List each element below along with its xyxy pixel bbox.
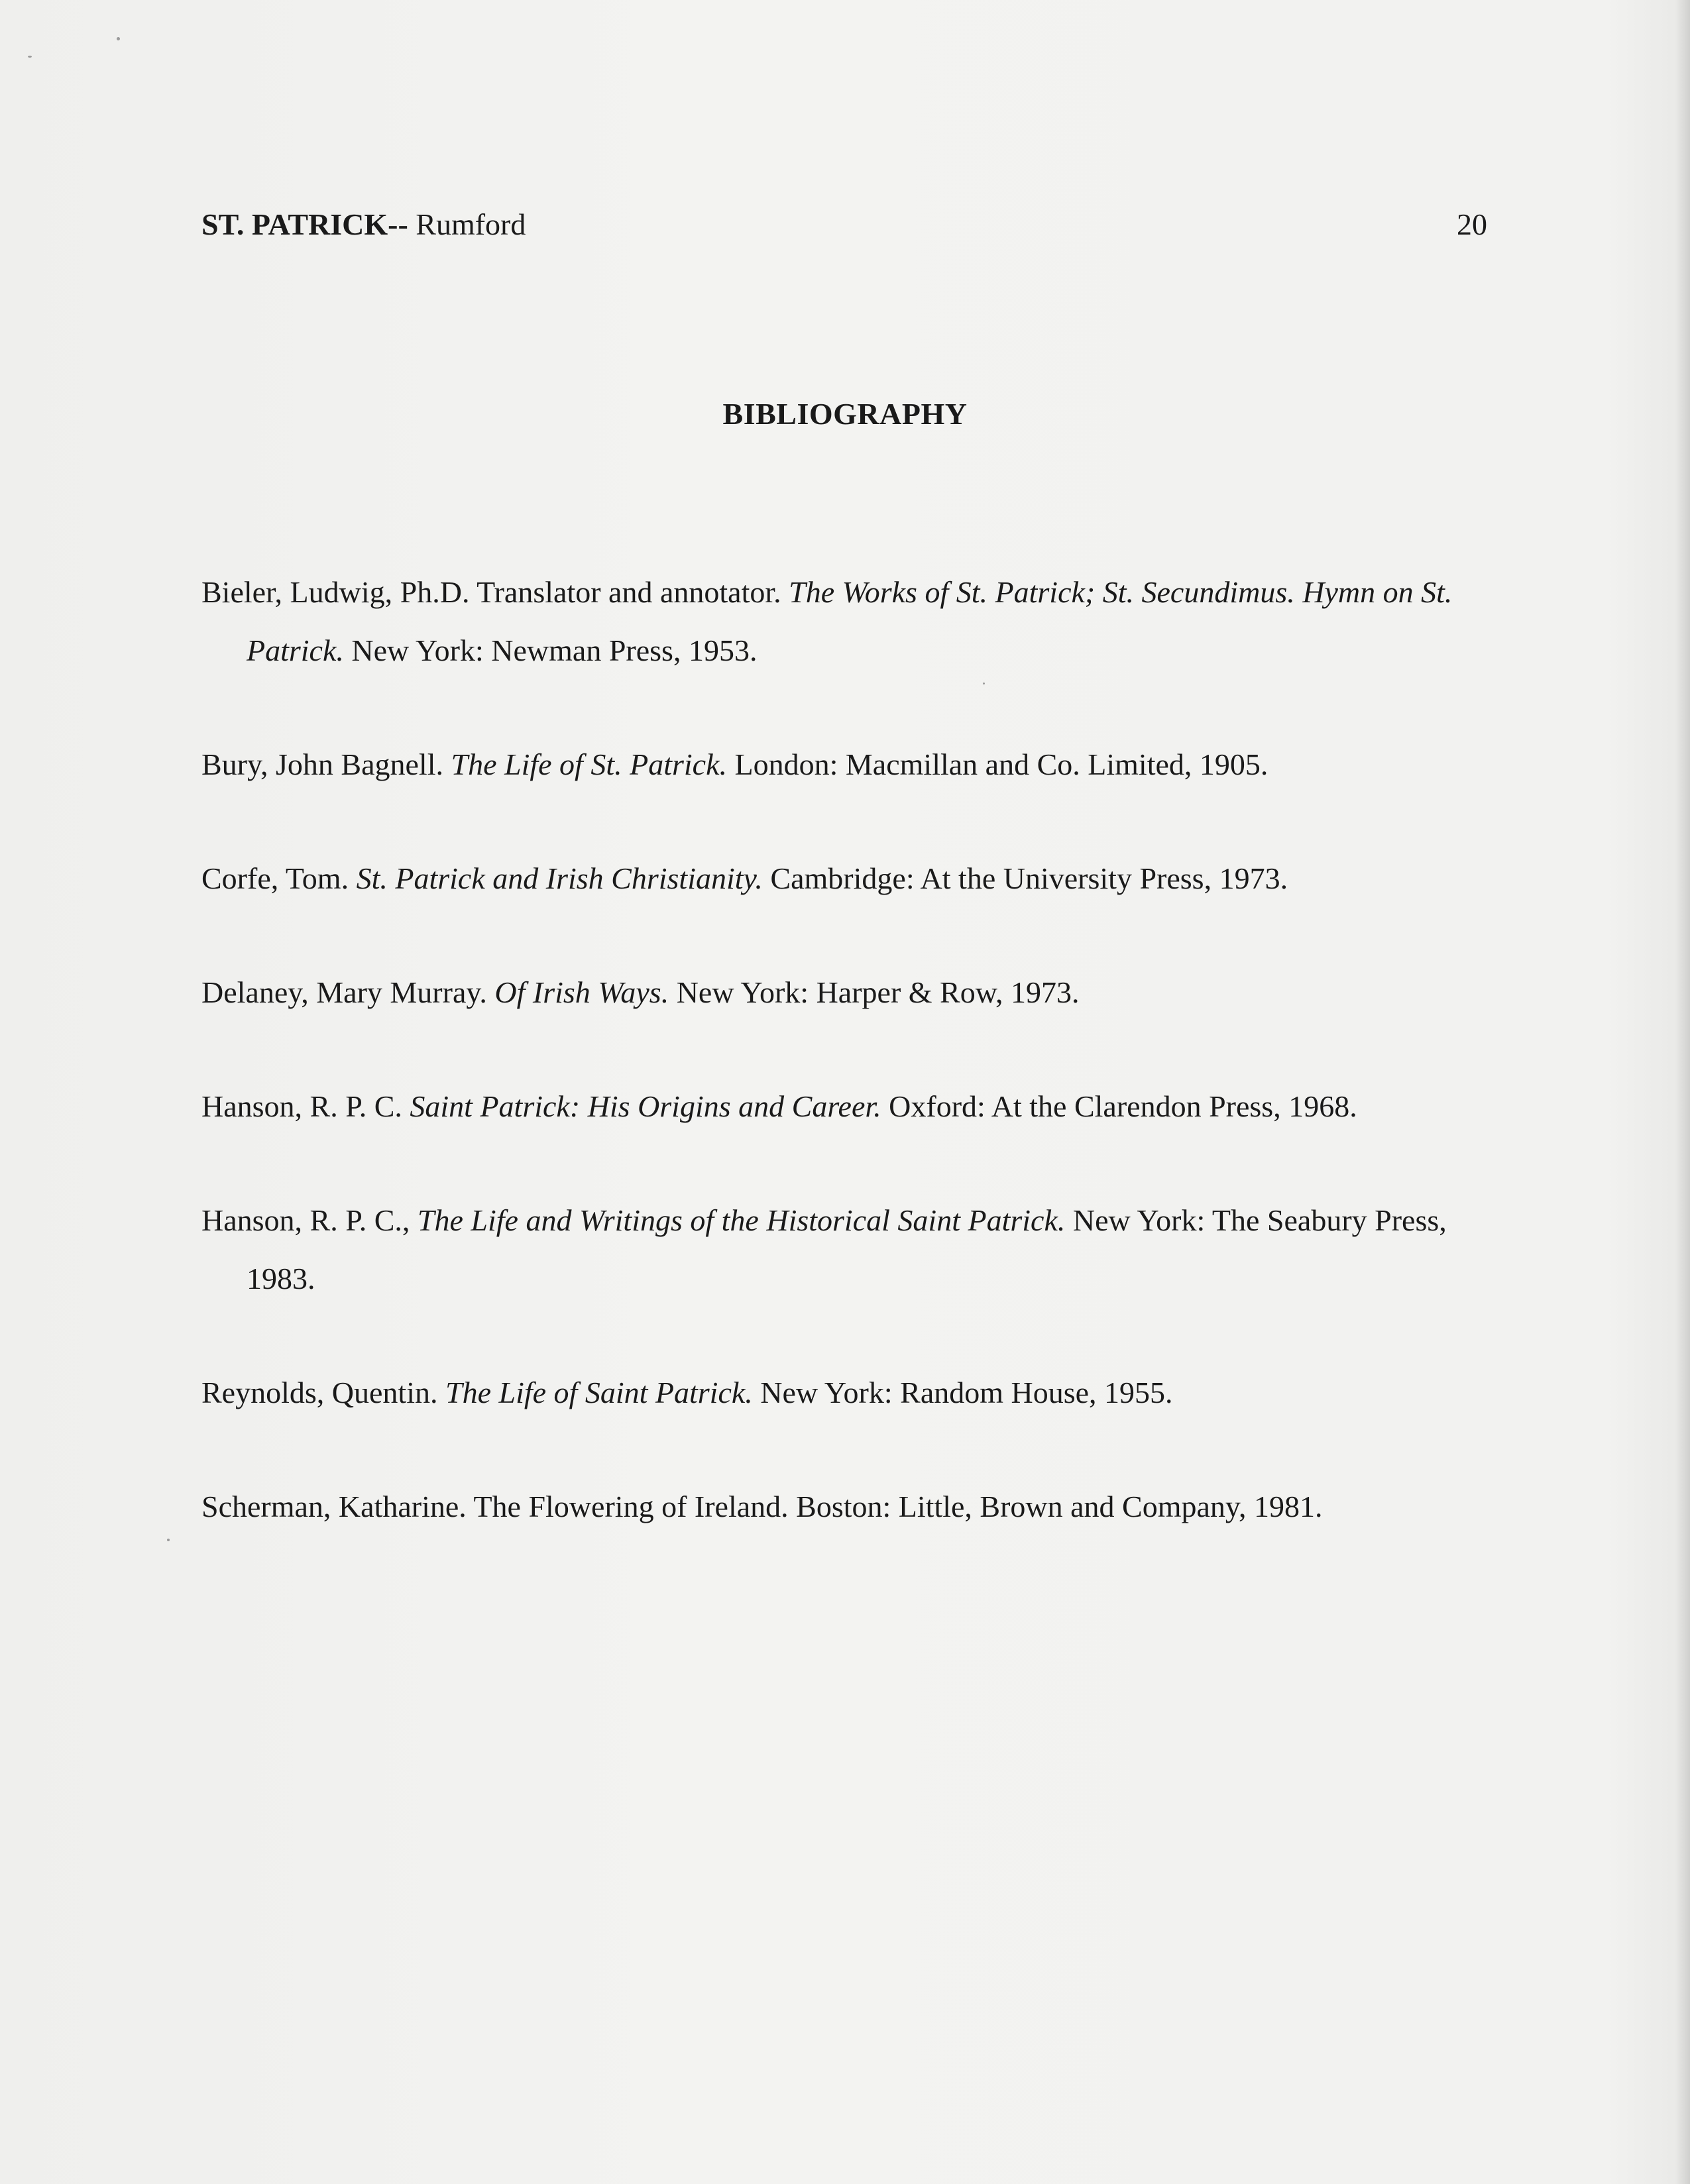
bibliography-entry bbox=[201, 563, 1487, 680]
entry-publication: Oxford: At the Clarendon Press, 1968. bbox=[881, 1089, 1357, 1123]
entry-publication: Cambridge: At the University Press, 1973. bbox=[762, 861, 1288, 895]
header-author: Rumford bbox=[416, 207, 526, 241]
entry-title: St. Patrick and Irish Christianity. bbox=[356, 861, 763, 895]
entry-author: Bury, John Bagnell. bbox=[201, 747, 451, 781]
page-number: 20 bbox=[1457, 207, 1487, 241]
entry-author: Hanson, R. P. C., bbox=[201, 1203, 418, 1237]
bibliography-entry bbox=[201, 1191, 1487, 1308]
bibliography-entry bbox=[201, 1077, 1487, 1136]
bibliography-entry bbox=[201, 1478, 1487, 1536]
entry-publication: New York: The Seabury Press, 1983. bbox=[247, 1203, 1447, 1295]
running-header bbox=[201, 201, 1487, 248]
bibliography-entry bbox=[201, 963, 1487, 1022]
entry-title: The Life and Writings of the Historical Saint Patrick. bbox=[417, 1203, 1066, 1237]
bibliography-entry bbox=[201, 1364, 1487, 1422]
scan-speck bbox=[28, 56, 32, 58]
scan-speck bbox=[117, 37, 120, 40]
bibliography-list bbox=[201, 563, 1487, 1592]
entry-author: Bieler, Ludwig, Ph.D. Translator and annotator. bbox=[201, 575, 789, 609]
entry-title: The Life of Saint Patrick. bbox=[445, 1376, 753, 1409]
header-title bbox=[201, 201, 526, 248]
entry-title: Saint Patrick: His Origins and Career. bbox=[410, 1089, 881, 1123]
entry-author: Reynolds, Quentin. bbox=[201, 1376, 445, 1409]
entry-title: The Works of St. Patrick; St. Secundimus. Hymn on St. Patrick. bbox=[247, 575, 1453, 667]
bibliography-entry bbox=[201, 736, 1487, 794]
entry-publication: New York: Random House, 1955. bbox=[752, 1376, 1173, 1409]
entry-title: Of Irish Ways. bbox=[494, 975, 669, 1009]
entry-author: Scherman, Katharine. The Flowering of Ireland. Boston: Little, Brown and Company, 1981. bbox=[201, 1490, 1323, 1523]
page-edge-shadow bbox=[1675, 0, 1690, 2184]
entry-publication: London: Macmillan and Co. Limited, 1905. bbox=[727, 747, 1268, 781]
entry-publication: New York: Newman Press, 1953. bbox=[343, 633, 758, 667]
entry-publication: New York: Harper & Row, 1973. bbox=[669, 975, 1080, 1009]
scan-speck bbox=[167, 1539, 170, 1541]
entry-author: Hanson, R. P. C. bbox=[201, 1089, 410, 1123]
entry-author: Corfe, Tom. bbox=[201, 861, 357, 895]
bibliography-entry bbox=[201, 849, 1487, 908]
header-title-bold: ST. PATRICK-- bbox=[201, 207, 408, 241]
section-title: BIBLIOGRAPHY bbox=[722, 397, 968, 431]
entry-author: Delaney, Mary Murray. bbox=[201, 975, 495, 1009]
entry-title: The Life of St. Patrick. bbox=[451, 747, 728, 781]
